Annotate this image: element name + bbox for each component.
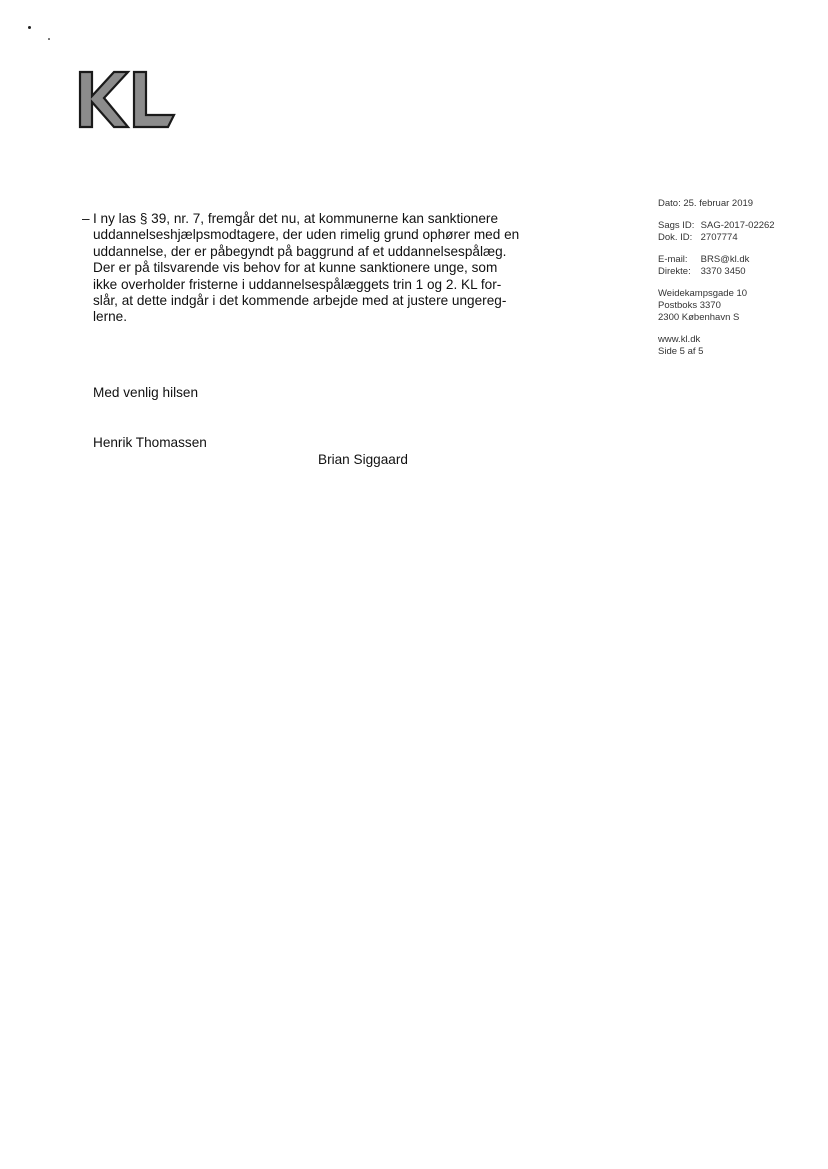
scan-speck <box>48 38 50 40</box>
address-line: Postboks 3370 <box>658 300 721 311</box>
website: www.kl.dk <box>658 334 701 345</box>
paragraph-line: Der er på tilsvarende vis behov for at kunne sanktionere unge, som <box>93 260 498 276</box>
phone-value: 3370 3450 <box>700 266 746 277</box>
contact-group <box>658 254 808 278</box>
paragraph-line: lerne. <box>93 309 128 325</box>
letter-metadata <box>658 198 808 368</box>
email-label: E-mail: <box>658 254 688 265</box>
page-number: Side 5 af 5 <box>658 346 704 357</box>
address-line: 2300 København S <box>658 312 740 323</box>
closing-greeting: Med venlig hilsen <box>93 385 199 400</box>
paragraph-line: uddannelse, der er påbegyndt på baggrund af et uddannelsespålæg. <box>93 243 507 259</box>
paragraph-line: ikke overholder fristerne i uddannelsespålæggets trin 1 og 2. KL for- <box>93 276 502 292</box>
address-line: Weidekampsgade 10 <box>658 288 748 299</box>
kl-logo <box>78 70 178 130</box>
bullet-dash: – <box>82 211 90 226</box>
paragraph-line: uddannelseshjælpsmodtagere, der uden rimelig grund ophører med en <box>93 227 520 243</box>
paragraph-line: slår, at dette indgår i det kommende arbejde med at justere ungereg- <box>93 293 507 309</box>
case-id-label: Sags ID: <box>658 220 695 231</box>
email-value: BRS@kl.dk <box>700 254 750 265</box>
case-id-group <box>658 220 808 244</box>
address-group <box>658 288 808 324</box>
web-group <box>658 334 808 358</box>
date-group <box>658 198 808 210</box>
scan-speck <box>28 26 31 29</box>
bullet-paragraph <box>82 211 553 326</box>
doc-id-label: Dok. ID: <box>658 232 693 243</box>
case-id-value: SAG-2017-02262 <box>700 220 775 231</box>
signatory-name: Henrik Thomassen <box>93 435 207 450</box>
letter-date: Dato: 25. februar 2019 <box>658 198 754 209</box>
paragraph-line: I ny las § 39, nr. 7, fremgår det nu, at kommunerne kan sanktionere <box>93 211 499 226</box>
phone-label: Direkte: <box>658 266 691 277</box>
signatory-name: Brian Siggaard <box>318 452 408 467</box>
doc-id-value: 2707774 <box>700 232 738 243</box>
